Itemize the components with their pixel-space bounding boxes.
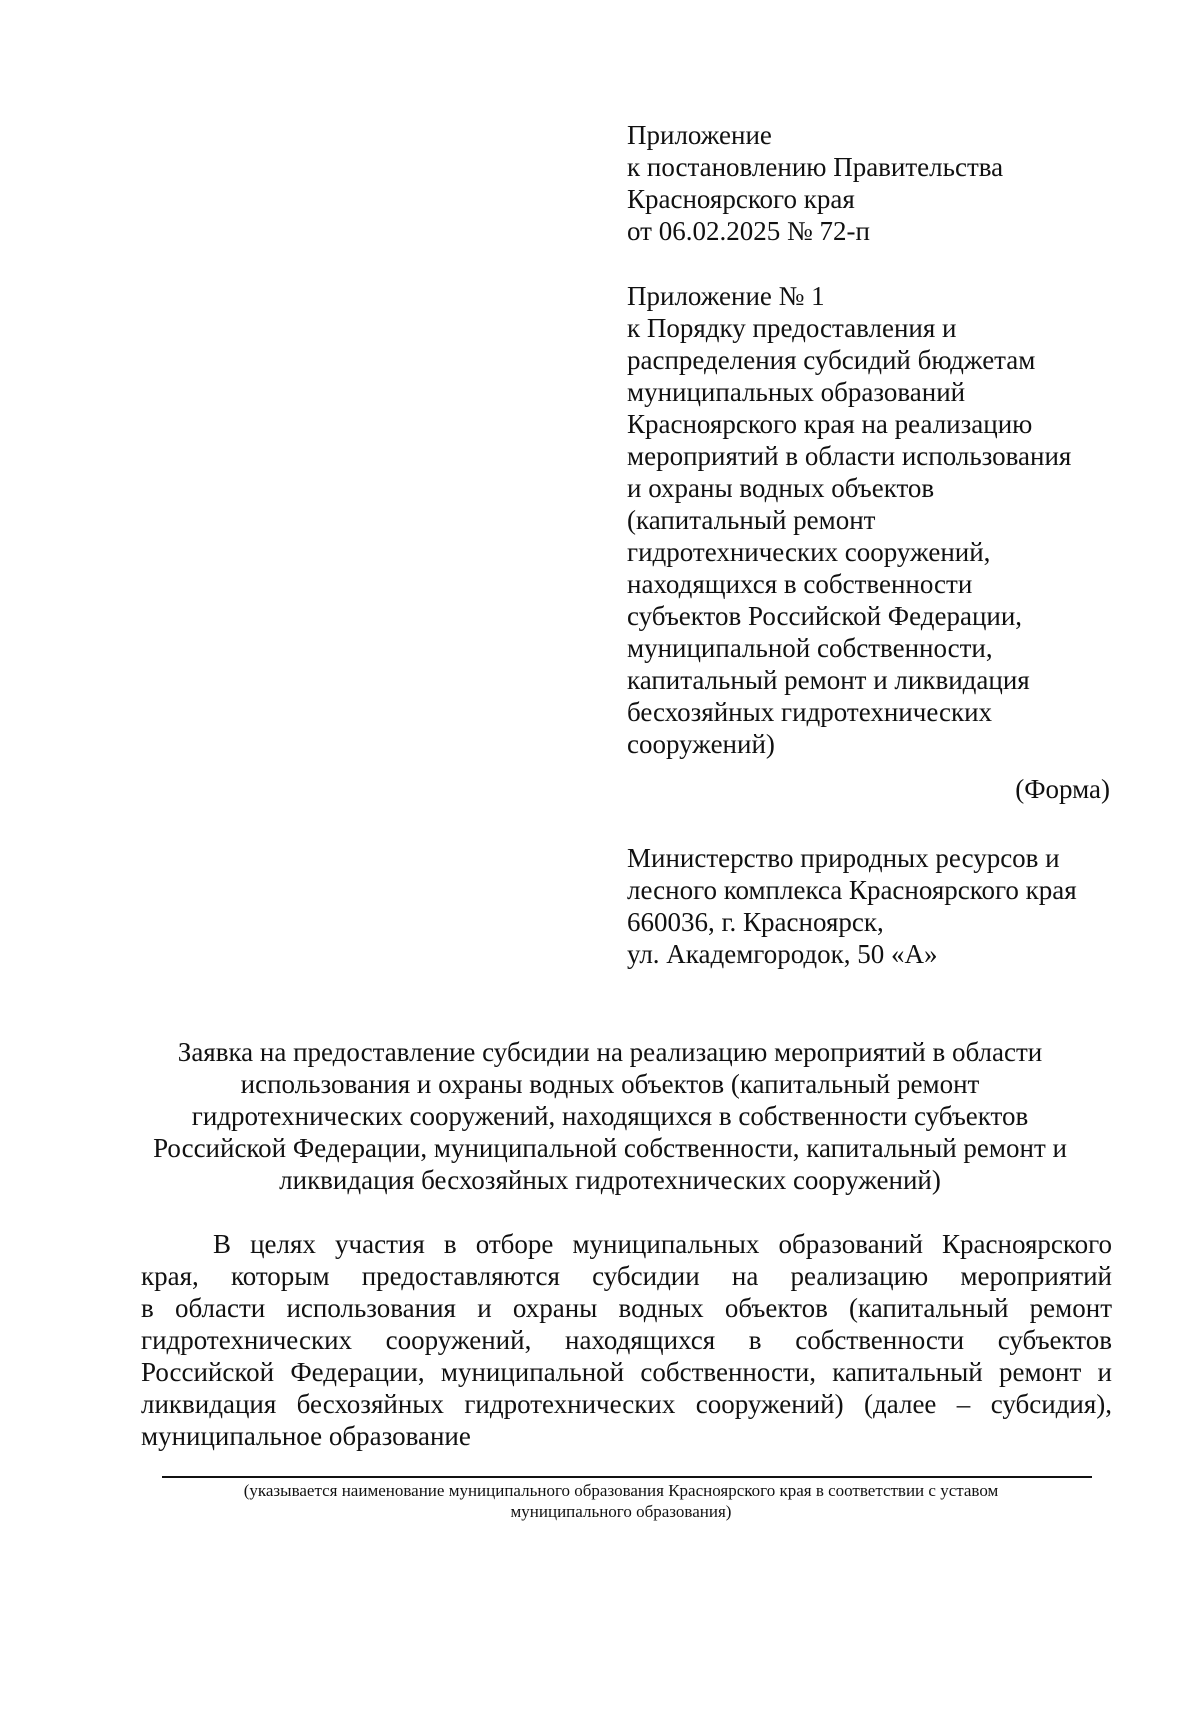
- field-hint: [150, 1480, 1092, 1522]
- appendix-header-line: Красноярского края: [627, 184, 855, 214]
- body-paragraph: [141, 1228, 1112, 1452]
- title-line: Российской Федерации, муниципальной собственности, капитальный ремонт и: [153, 1133, 1067, 1163]
- appendix-one-line: распределения субсидий бюджетам: [627, 345, 1036, 375]
- form-label: (Форма): [1015, 774, 1110, 804]
- appendix-one-line: Приложение № 1: [627, 281, 825, 311]
- body-line: в области использования и охраны водных объектов (капитальный ремонт: [141, 1293, 1112, 1323]
- document-title: [130, 1036, 1090, 1196]
- appendix-one-line: капитальный ремонт и ликвидация: [627, 665, 1030, 695]
- appendix-one-line: муниципальной собственности,: [627, 633, 993, 663]
- addressee-line: 660036, г. Красноярск,: [627, 907, 884, 937]
- addressee-block: [627, 842, 1127, 970]
- appendix-one-line: находящихся в собственности: [627, 569, 973, 599]
- appendix-one-line: субъектов Российской Федерации,: [627, 601, 1023, 631]
- appendix-one-line: муниципальных образований: [627, 377, 966, 407]
- addressee-line: ул. Академгородок, 50 «А»: [627, 939, 938, 969]
- body-line: ликвидация бесхозяйных гидротехнических сооружений) (далее – субсидия),: [141, 1389, 1112, 1419]
- field-hint-line: муниципального образования): [510, 1502, 732, 1521]
- appendix-one-line: сооружений): [627, 729, 775, 759]
- appendix-header-line: Приложение: [627, 120, 772, 150]
- appendix-one-line: бесхозяйных гидротехнических: [627, 697, 993, 727]
- appendix-one-line: к Порядку предоставления и: [627, 313, 957, 343]
- appendix-header-line: от 06.02.2025 № 72-п: [627, 216, 870, 246]
- title-line: Заявка на предоставление субсидии на реализацию мероприятий в области: [177, 1037, 1043, 1067]
- title-line: гидротехнических сооружений, находящихся в собственности субъектов: [191, 1101, 1029, 1131]
- body-line: В целях участия в отборе муниципальных образований Красноярского: [213, 1229, 1112, 1259]
- appendix-header: [627, 119, 1127, 247]
- appendix-one-line: (капитальный ремонт: [627, 505, 876, 535]
- appendix-one-line: Красноярского края на реализацию: [627, 409, 1033, 439]
- addressee-line: Министерство природных ресурсов и: [627, 843, 1060, 873]
- municipality-fill-line: [162, 1476, 1092, 1478]
- addressee-line: лесного комплекса Красноярского края: [627, 875, 1077, 905]
- appendix-one-header: [627, 280, 1127, 760]
- field-hint-line: (указывается наименование муниципального образования Красноярского края в соответствии с уставом: [243, 1481, 999, 1500]
- body-line: муниципальное образование: [141, 1421, 471, 1451]
- title-line: ликвидация бесхозяйных гидротехнических сооружений): [279, 1165, 941, 1195]
- body-line: гидротехнических сооружений, находящихся в собственности субъектов: [141, 1325, 1112, 1355]
- body-line: края, которым предоставляются субсидии на реализацию мероприятий: [141, 1261, 1112, 1291]
- title-line: использования и охраны водных объектов (капитальный ремонт: [240, 1069, 980, 1099]
- appendix-one-line: мероприятий в области использования: [627, 441, 1072, 471]
- appendix-header-line: к постановлению Правительства: [627, 152, 1004, 182]
- body-line: Российской Федерации, муниципальной собственности, капитальный ремонт и: [141, 1357, 1112, 1387]
- appendix-one-line: гидротехнических сооружений,: [627, 537, 991, 567]
- appendix-one-line: и охраны водных объектов: [627, 473, 935, 503]
